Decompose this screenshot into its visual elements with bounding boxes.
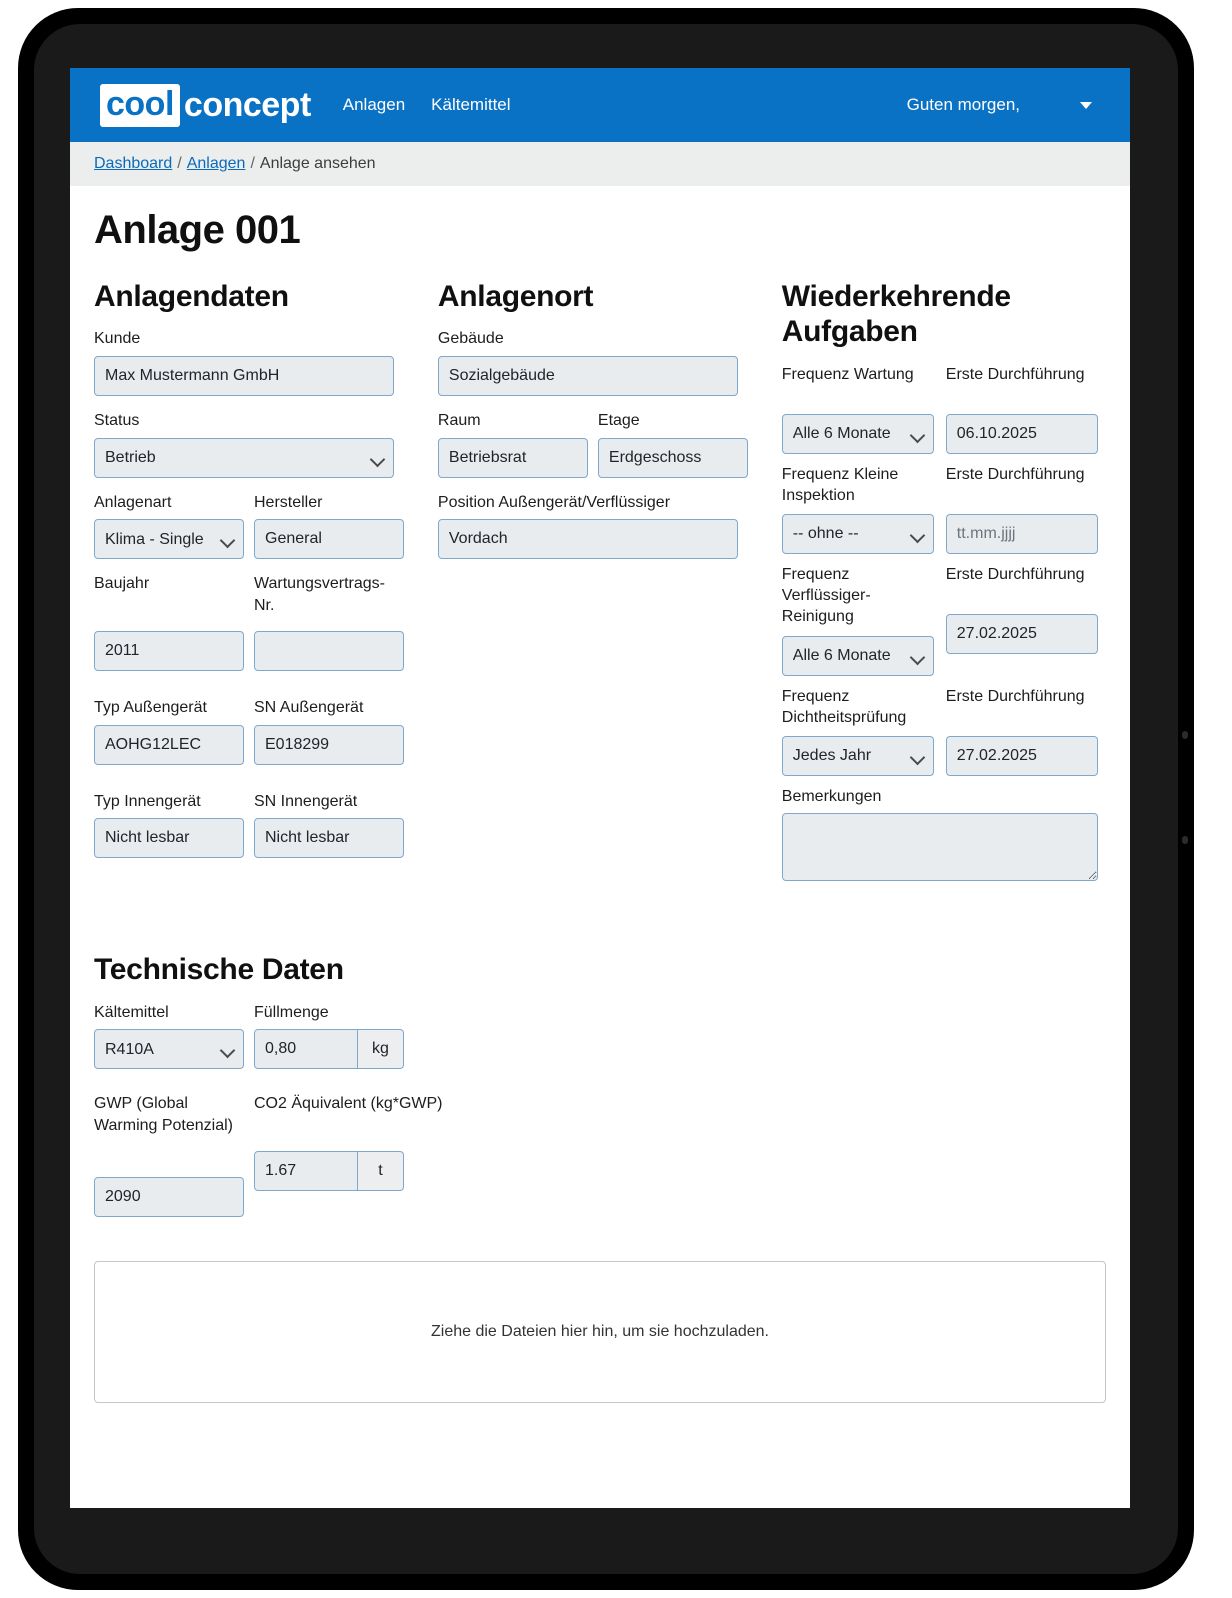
dropzone-text: Ziehe die Dateien hier hin, um sie hochzuladen. — [431, 1323, 769, 1341]
label-etage: Etage — [597, 411, 640, 429]
task-row-dichtheitspruefung — [782, 686, 1106, 776]
unit-fuellmenge: kg — [358, 1029, 404, 1069]
section-title-anlagendaten: Anlagendaten — [94, 280, 289, 313]
tablet-side-button-top — [1182, 731, 1188, 739]
field-frequenz-wartung — [782, 364, 934, 454]
nav-links — [343, 95, 511, 115]
label-sn-innengeraet: SN Innengerät — [254, 792, 358, 810]
label-erste-durchfuehrung-kleine-inspektion: Erste Durchführung — [945, 465, 1085, 483]
input-raum[interactable] — [438, 438, 588, 478]
row-gwp-co2 — [94, 1093, 1106, 1231]
label-hersteller: Hersteller — [254, 493, 323, 511]
breadcrumb-link-anlagen[interactable]: Anlagen — [186, 155, 246, 172]
select-status[interactable] — [94, 438, 394, 478]
input-sn-innengeraet[interactable] — [254, 818, 404, 858]
field-co2-aequivalent — [254, 1093, 443, 1217]
field-fuellmenge — [254, 1002, 404, 1070]
label-kunde: Kunde — [94, 330, 141, 348]
section-title-wiederkehrende-aufgaben: Wiederkehrende Aufgaben — [781, 280, 1011, 349]
select-frequenz-kleine-inspektion[interactable] — [782, 514, 934, 554]
label-fuellmenge: Füllmenge — [254, 1003, 329, 1021]
field-sn-aussengeraet — [254, 697, 404, 765]
task-row-kleine-inspektion — [782, 464, 1106, 554]
input-kunde[interactable] — [94, 356, 394, 396]
input-typ-innengeraet[interactable] — [94, 818, 244, 858]
label-gebaeude: Gebäude — [437, 330, 504, 348]
chevron-down-icon[interactable] — [1080, 102, 1092, 109]
select-anlagenart[interactable] — [94, 519, 244, 559]
section-title-technische-daten: Technische Daten — [94, 953, 344, 987]
label-frequenz-kleine-inspektion: Frequenz Kleine Inspektion — [781, 465, 899, 505]
label-typ-aussengeraet: Typ Außengerät — [94, 699, 207, 717]
field-typ-innengeraet — [94, 791, 244, 859]
nav-link-kaeltemittel[interactable]: Kältemittel — [431, 95, 511, 114]
tablet-side-button-bottom — [1182, 836, 1188, 844]
unit-co2-aequivalent: t — [358, 1151, 404, 1191]
input-fuellmenge[interactable] — [254, 1029, 358, 1069]
task-row-verfluessiger-reinigung — [782, 564, 1106, 676]
logo-text-concept: concept — [183, 85, 311, 124]
page-content — [70, 208, 1130, 1231]
field-raum — [438, 410, 588, 478]
field-frequenz-kleine-inspektion — [782, 464, 934, 554]
input-co2-aequivalent[interactable] — [254, 1151, 358, 1191]
breadcrumb-separator-2: / — [250, 155, 255, 172]
user-greeting: Guten morgen, — [906, 95, 1020, 114]
input-gebaeude[interactable] — [438, 356, 738, 396]
field-status — [94, 410, 438, 478]
top-navigation-bar — [70, 68, 1130, 142]
field-erste-durchfuehrung-wartung — [946, 364, 1098, 454]
input-erste-durchfuehrung-wartung[interactable] — [946, 414, 1098, 454]
field-position-aussengeraet — [438, 492, 782, 560]
section-anlagenort — [438, 279, 782, 900]
app-logo[interactable] — [100, 84, 311, 127]
row-kaeltemittel-fuellmenge — [94, 1002, 1106, 1084]
field-erste-durchfuehrung-dichtheitspruefung — [946, 686, 1098, 776]
field-hersteller — [254, 492, 404, 560]
row-typ-sn-aussen — [94, 697, 438, 779]
select-frequenz-verfluessiger-reinigung[interactable] — [782, 636, 934, 676]
field-wartungsvertrag-nr — [254, 573, 404, 671]
label-wartungsvertrag-nr: Wartungsvertrags-Nr. — [254, 575, 385, 614]
input-baujahr[interactable] — [94, 631, 244, 671]
input-erste-durchfuehrung-dichtheitspruefung[interactable] — [946, 736, 1098, 776]
field-sn-innengeraet — [254, 791, 404, 859]
textarea-bemerkungen[interactable] — [782, 813, 1098, 881]
field-kaeltemittel — [94, 1002, 244, 1070]
section-anlagendaten — [94, 279, 438, 900]
input-erste-durchfuehrung-verfluessiger-reinigung[interactable] — [946, 614, 1098, 654]
field-bemerkungen — [782, 786, 1106, 887]
section-title-anlagenort: Anlagenort — [437, 280, 594, 313]
row-baujahr-wartungsvertrag — [94, 573, 438, 685]
field-frequenz-dichtheitspruefung — [782, 686, 934, 776]
label-kaeltemittel: Kältemittel — [94, 1003, 169, 1021]
label-erste-durchfuehrung-verfluessiger-reinigung: Erste Durchführung — [945, 565, 1085, 583]
row-anlagenart-hersteller — [94, 492, 438, 574]
page-title: Anlage 001 — [94, 208, 301, 252]
select-frequenz-wartung[interactable] — [782, 414, 934, 454]
label-position-aussengeraet: Position Außengerät/Verflüssiger — [437, 493, 671, 511]
input-typ-aussengeraet[interactable] — [94, 725, 244, 765]
file-dropzone[interactable] — [94, 1261, 1106, 1403]
select-kaeltemittel[interactable] — [94, 1029, 244, 1069]
label-frequenz-verfluessiger-reinigung: Frequenz Verflüssiger-Reinigung — [781, 565, 871, 626]
field-gebaeude — [438, 328, 782, 396]
label-bemerkungen: Bemerkungen — [781, 787, 882, 805]
input-erste-durchfuehrung-kleine-inspektion[interactable] — [946, 514, 1098, 554]
field-baujahr — [94, 573, 244, 671]
field-erste-durchfuehrung-verfluessiger-reinigung — [946, 564, 1098, 676]
field-erste-durchfuehrung-kleine-inspektion — [946, 464, 1098, 554]
label-gwp: GWP (Global Warming Potenzial) — [94, 1095, 234, 1134]
field-anlagenart — [94, 492, 244, 560]
label-typ-innengeraet: Typ Innengerät — [94, 792, 201, 810]
select-frequenz-dichtheitspruefung[interactable] — [782, 736, 934, 776]
input-sn-aussengeraet[interactable] — [254, 725, 404, 765]
label-co2-aequivalent: CO2 Äquivalent (kg*GWP) — [254, 1095, 443, 1113]
input-hersteller[interactable] — [254, 519, 404, 559]
section-technische-daten — [94, 952, 1106, 1231]
label-erste-durchfuehrung-wartung: Erste Durchführung — [945, 365, 1085, 383]
label-sn-aussengeraet: SN Außengerät — [254, 699, 364, 717]
label-anlagenart: Anlagenart — [94, 493, 172, 511]
breadcrumb-current: Anlage ansehen — [259, 155, 376, 172]
field-kunde — [94, 328, 438, 396]
input-etage[interactable] — [598, 438, 748, 478]
input-position-aussengeraet[interactable] — [438, 519, 738, 559]
tablet-screen — [70, 68, 1130, 1508]
field-typ-aussengeraet — [94, 697, 244, 765]
input-wartungsvertrag-nr[interactable] — [254, 631, 404, 671]
row-raum-etage — [438, 410, 782, 492]
label-erste-durchfuehrung-dichtheitspruefung: Erste Durchführung — [945, 687, 1085, 705]
nav-link-anlagen[interactable]: Anlagen — [342, 95, 406, 114]
label-frequenz-wartung: Frequenz Wartung — [781, 365, 914, 383]
label-raum: Raum — [437, 411, 481, 429]
label-baujahr: Baujahr — [94, 575, 150, 593]
breadcrumb-link-dashboard[interactable]: Dashboard — [94, 155, 173, 172]
nav-user-area — [907, 95, 1100, 115]
row-typ-sn-innen — [94, 791, 438, 873]
section-wiederkehrende-aufgaben — [782, 279, 1106, 900]
tablet-frame — [18, 8, 1194, 1590]
label-frequenz-dichtheitspruefung: Frequenz Dichtheitsprüfung — [781, 687, 907, 727]
field-frequenz-verfluessiger-reinigung — [782, 564, 934, 676]
form-columns — [94, 279, 1106, 900]
field-etage — [598, 410, 748, 478]
input-gwp[interactable] — [94, 1177, 244, 1217]
breadcrumb — [70, 142, 1130, 186]
task-row-wartung — [782, 364, 1106, 454]
logo-text-cool: cool — [100, 84, 180, 127]
label-status: Status — [94, 411, 140, 429]
breadcrumb-separator-1: / — [177, 155, 182, 172]
field-gwp — [94, 1093, 244, 1217]
